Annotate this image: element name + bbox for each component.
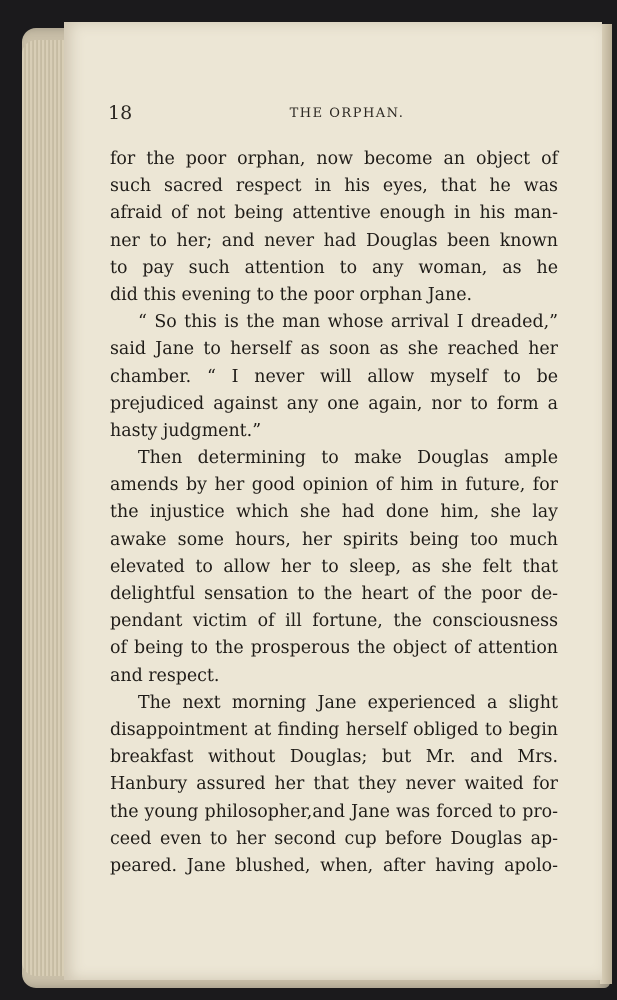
text-line: chamber. “ I never will allow myself to be [110, 366, 558, 387]
page-header [108, 100, 560, 130]
text-line: hasty judgment.” [110, 420, 262, 441]
text-line: disappointment at finding herself obliged to begin [110, 719, 558, 740]
text-line: afraid of not being attentive enough in his man- [110, 203, 558, 224]
text-line: said Jane to herself as soon as she reached her [110, 339, 558, 360]
text-line: pendant victim of ill fortune, the consciousness [110, 611, 558, 632]
text-line: the injustice which she had done him, she lay [110, 502, 558, 523]
text-line: amends by her good opinion of him in future, for [110, 475, 558, 496]
text-line: to pay such attention to any woman, as he [110, 257, 558, 278]
text-line: of being to the prosperous the object of attention [110, 638, 558, 659]
body-text [110, 146, 558, 880]
text-line: elevated to allow her to sleep, as she felt that [110, 556, 558, 577]
text-line: peared. Jane blushed, when, after having apolo- [110, 855, 558, 876]
running-head: THE ORPHAN. [289, 106, 405, 121]
text-line: The next morning Jane experienced a slight [138, 692, 558, 713]
text-line: for the poor orphan, now become an object of [110, 149, 558, 169]
text-line: awake some hours, her spirits being too much [110, 529, 558, 550]
text-line: ner to her; and never had Douglas been known [110, 230, 558, 251]
text-line: such sacred respect in his eyes, that he was [110, 176, 558, 197]
text-line: the young philosopher,and Jane was forced to pro- [110, 801, 558, 822]
text-line: Then determining to make Douglas ample [138, 448, 558, 469]
text-line: breakfast without Douglas; but Mr. and Mrs. [110, 747, 558, 768]
page-number: 18 [108, 102, 133, 124]
text-line: delightful sensation to the heart of the poor de- [110, 584, 558, 604]
text-line: and respect. [110, 665, 220, 686]
text-line: “ So this is the man whose arrival I dreaded,” [138, 312, 558, 333]
text-line: prejudiced against any one again, nor to form a [110, 393, 558, 414]
text-line: did this evening to the poor orphan Jane. [110, 284, 473, 305]
text-line: ceed even to her second cup before Douglas ap- [110, 828, 558, 849]
text-line: Hanbury assured her that they never waited for [110, 774, 558, 795]
